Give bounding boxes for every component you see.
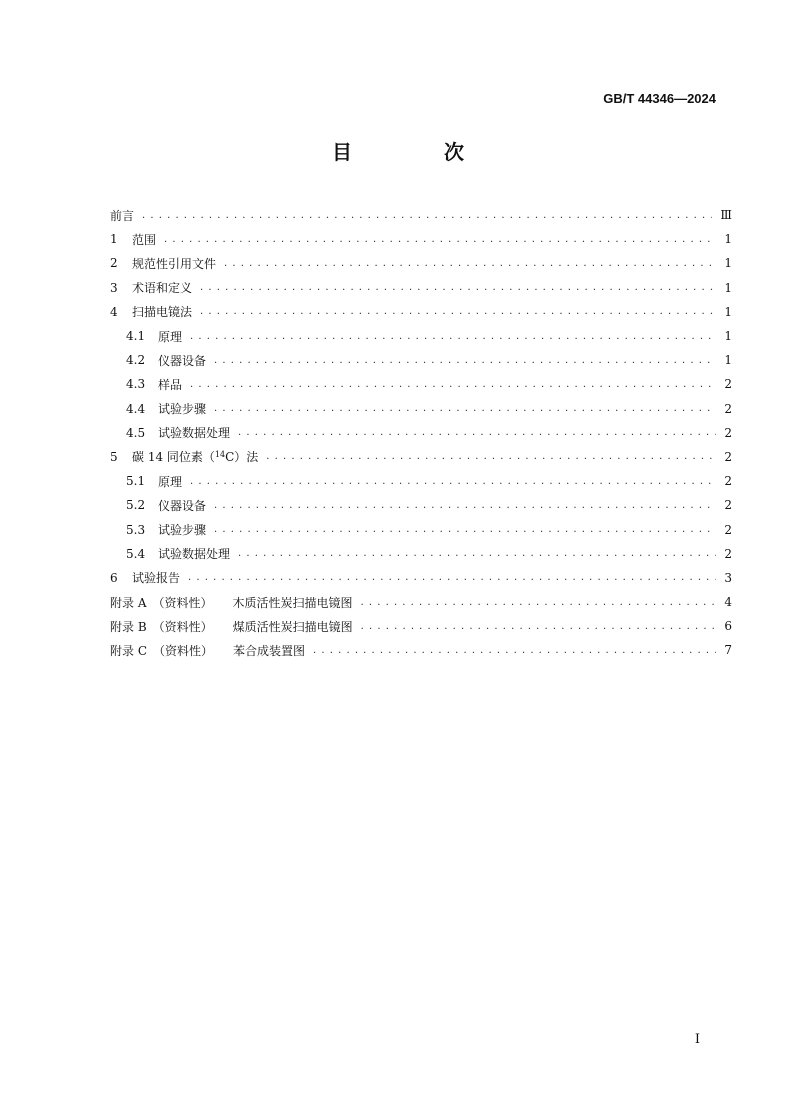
toc-label: 前言 xyxy=(110,208,135,223)
dot-leader xyxy=(238,548,716,559)
toc-entry-5-3[interactable] xyxy=(110,517,732,541)
dot-leader xyxy=(214,403,716,414)
dot-leader xyxy=(361,621,716,632)
toc-entry-4-1[interactable] xyxy=(110,324,732,348)
toc-label: 试验步骤 xyxy=(158,402,207,417)
toc-entry-5-1[interactable] xyxy=(110,469,732,493)
dot-leader xyxy=(200,306,716,317)
toc-label: 扫描电镜法 xyxy=(132,305,193,320)
toc-entry-4[interactable] xyxy=(110,300,732,324)
toc-page: 2 xyxy=(724,449,732,464)
toc-number: 4.3 xyxy=(126,377,146,392)
toc-entry-5-4[interactable] xyxy=(110,542,732,566)
toc-label: 煤质活性炭扫描电镜图 xyxy=(232,619,353,634)
appendix-type: （资料性） xyxy=(152,619,213,634)
toc-entry-appendix-c[interactable] xyxy=(110,638,732,662)
appendix-prefix: 附录 B xyxy=(110,619,147,634)
toc-page: 1 xyxy=(724,353,732,368)
toc-entry-4-4[interactable] xyxy=(110,397,732,421)
toc-entry-5[interactable] xyxy=(110,445,732,469)
toc-page: Ⅲ xyxy=(720,208,732,223)
isotope-superscript: 14 xyxy=(214,450,226,460)
toc-page: 6 xyxy=(724,619,732,634)
table-of-contents xyxy=(110,203,732,663)
dot-leader xyxy=(214,500,716,511)
toc-number: 1 xyxy=(110,232,118,247)
appendix-prefix: 附录 C xyxy=(110,643,147,658)
toc-number: 5 xyxy=(110,449,118,464)
toc-label: 原理 xyxy=(158,474,183,489)
toc-entry-1[interactable] xyxy=(110,227,732,251)
toc-number: 5.2 xyxy=(126,498,146,513)
toc-entry-appendix-b[interactable] xyxy=(110,614,732,638)
toc-page: 4 xyxy=(724,595,732,610)
dot-leader xyxy=(224,258,716,269)
toc-entry-appendix-a[interactable] xyxy=(110,590,732,614)
appendix-type: （资料性） xyxy=(152,595,213,610)
toc-number: 6 xyxy=(110,570,118,585)
toc-label: 试验数据处理 xyxy=(158,547,231,562)
appendix-prefix: 附录 A xyxy=(110,595,147,610)
toc-page: 1 xyxy=(724,280,732,295)
toc-label xyxy=(132,448,258,465)
dot-leader xyxy=(238,427,716,438)
toc-number: 5.1 xyxy=(126,474,146,489)
dot-leader xyxy=(214,524,716,535)
toc-page: 2 xyxy=(724,522,732,537)
dot-leader xyxy=(190,379,716,390)
dot-leader xyxy=(266,451,716,462)
dot-leader xyxy=(200,282,716,293)
toc-label: 原理 xyxy=(158,329,183,344)
toc-page: 2 xyxy=(724,474,732,489)
toc-page: 2 xyxy=(724,377,732,392)
dot-leader xyxy=(190,476,716,487)
toc-entry-4-3[interactable] xyxy=(110,372,732,396)
standard-code: GB/T 44346—2024 xyxy=(603,91,716,106)
toc-page: 3 xyxy=(724,570,732,585)
toc-entry-foreword[interactable] xyxy=(110,203,732,227)
page-title: 目 次 xyxy=(332,140,500,164)
toc-number: 2 xyxy=(110,256,118,271)
toc-number: 4 xyxy=(110,304,118,319)
toc-label-pre: 碳 14 同位素（ xyxy=(132,450,215,465)
toc-label: 试验数据处理 xyxy=(158,426,231,441)
dot-leader xyxy=(164,234,716,245)
toc-label: 范围 xyxy=(132,232,157,247)
dot-leader xyxy=(142,210,712,221)
toc-page: 7 xyxy=(724,643,732,658)
dot-leader xyxy=(361,597,716,608)
toc-label: 试验步骤 xyxy=(158,523,207,538)
toc-page: 1 xyxy=(724,232,732,247)
toc-page: 2 xyxy=(724,401,732,416)
toc-number: 4.1 xyxy=(126,329,146,344)
toc-label: 仪器设备 xyxy=(158,498,207,513)
page-number: I xyxy=(694,1032,700,1047)
toc-label-post: C）法 xyxy=(225,450,259,465)
toc-number: 5.3 xyxy=(126,522,146,537)
toc-page: 1 xyxy=(724,329,732,344)
appendix-type: （资料性） xyxy=(153,643,214,658)
toc-number: 4.4 xyxy=(126,401,146,416)
toc-page: 2 xyxy=(724,498,732,513)
toc-page: 1 xyxy=(724,256,732,271)
dot-leader xyxy=(313,645,716,656)
toc-entry-4-5[interactable] xyxy=(110,421,732,445)
toc-number: 5.4 xyxy=(126,546,146,561)
toc-number: 4.2 xyxy=(126,353,146,368)
toc-number: 3 xyxy=(110,280,118,295)
toc-page: 1 xyxy=(724,304,732,319)
toc-number: 4.5 xyxy=(126,425,146,440)
toc-page: 2 xyxy=(724,546,732,561)
dot-leader xyxy=(188,572,716,583)
toc-label: 木质活性炭扫描电镜图 xyxy=(232,595,353,610)
toc-entry-6[interactable] xyxy=(110,566,732,590)
dot-leader xyxy=(190,331,716,342)
toc-entry-3[interactable] xyxy=(110,276,732,300)
toc-label: 术语和定义 xyxy=(132,281,193,296)
toc-label: 试验报告 xyxy=(132,571,181,586)
toc-entry-4-2[interactable] xyxy=(110,348,732,372)
toc-entry-2[interactable] xyxy=(110,251,732,275)
toc-label: 规范性引用文件 xyxy=(132,256,217,271)
toc-page: 2 xyxy=(724,425,732,440)
toc-label: 苯合成装置图 xyxy=(233,643,306,658)
toc-entry-5-2[interactable] xyxy=(110,493,732,517)
toc-label: 仪器设备 xyxy=(158,353,207,368)
toc-label: 样品 xyxy=(158,377,183,392)
dot-leader xyxy=(214,355,716,366)
